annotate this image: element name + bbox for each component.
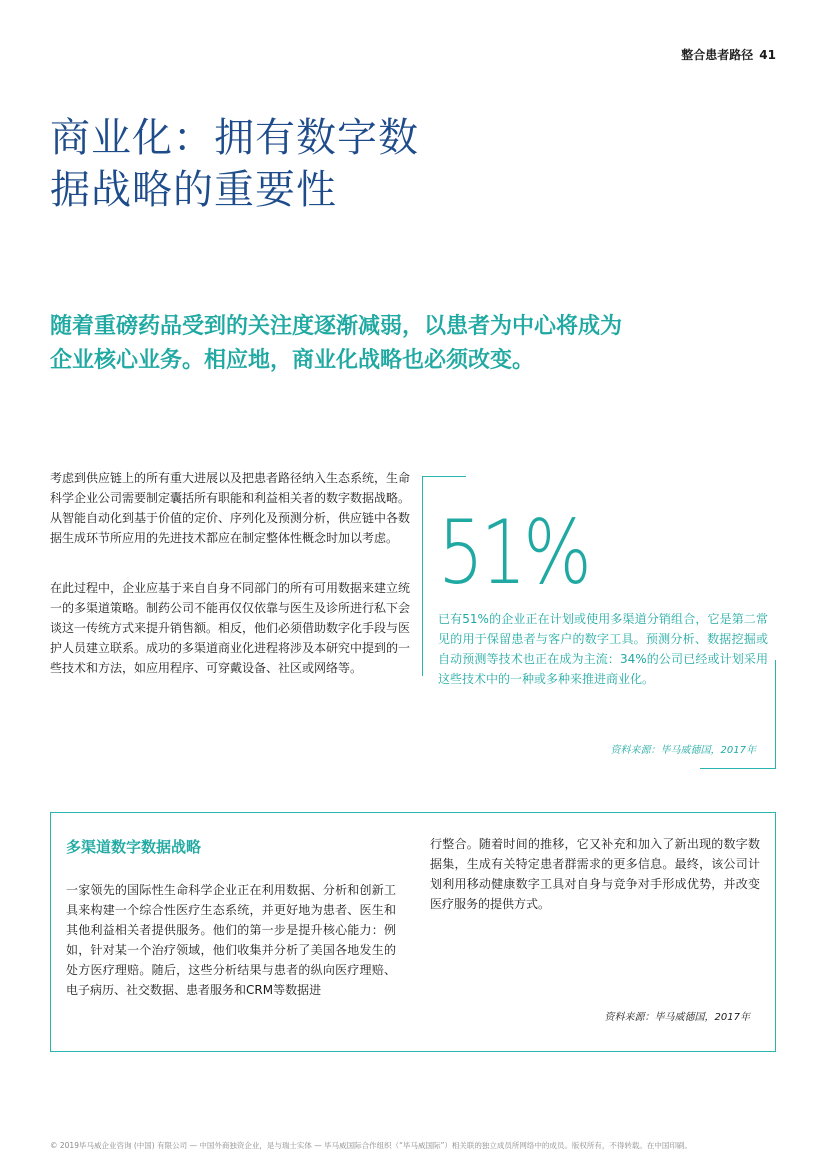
callout-frame-left: [422, 476, 423, 676]
callout-frame-bottom: [700, 768, 776, 769]
lead-line-1: 随着重磅药品受到的关注度逐渐减弱，以患者为中心将成为: [50, 314, 623, 339]
case-study-column-left: 一家领先的国际性生命科学企业正在利用数据、分析和创新工具来构建一个综合性医疗生态系统，并更好地为患者、医生和其他利益相关者提供服务。他们的第一步是提升核心能力：例如，针对某一个治疗领域，他们收集并分析了美国各地发生的处方医疗理赔。随后，这些分析结果与患者的纵向医疗理赔、电子病历、社交数据、患者服务和CRM等数据进: [66, 883, 396, 997]
body-paragraph-1: 考虑到供应链上的所有重大进展以及把患者路径纳入生态系统，生命科学企业公司需要制定囊括所有职能和利益相关者的数字数据战略。从智能自动化到基于价值的定价、序列化及预测分析，供应链中各数据生成环节所应用的先进技术都应在制定整体性概念时加以考虑。: [50, 471, 411, 545]
lead-line-2: 企业核心业务。相应地，商业化战略也必须改变。: [50, 348, 535, 373]
copyright-footer: © 2019毕马威企业咨询 (中国) 有限公司 — 中国外商独资企业，是与瑞士实体 — 毕马威国际合作组织（“毕马威国际”）相关联的独立成员所网络中的成员。版权所有，不得转载。在中国印刷。: [50, 1141, 692, 1150]
callout-frame-top: [422, 476, 466, 477]
page-title-line-2: 据战略的重要性: [50, 167, 337, 213]
body-paragraph-2: 在此过程中，企业应基于来自自身不同部门的所有可用数据来建立统一的多渠道策略。制药公司不能再仅仅依靠与医生及诊所进行私下会谈这一传统方式来提升销售额。相反，他们必须借助数字化手段与医护人员建立联系。成功的多渠道商业化进程将涉及本研究中提到的一些技术和方法，如应用程序、可穿戴设备、社区或网络等。: [50, 581, 411, 675]
running-header: [681, 46, 776, 63]
page-title-line-1: 商业化：拥有数字数: [50, 115, 419, 161]
stat-description: 已有51%的企业正在计划或使用多渠道分销组合，它是第二常见的用于保留患者与客户的数字工具。预测分析、数据挖掘或自动预测等技术也正在成为主流：34%的公司已经或计划采用这些技术中的一种或多种来推进商业化。: [438, 612, 768, 686]
page-title: [50, 112, 610, 216]
stat-value: 51%: [438, 501, 589, 604]
callout-frame-right: [775, 660, 776, 768]
case-study-column-right: 行整合。随着时间的推移，它又补充和加入了新出现的数字数据集，生成有关特定患者群需求的更多信息。最终，该公司计划利用移动健康数字工具对自身与竞争对手形成优势，并改变医疗服务的提供方式。: [430, 837, 760, 911]
running-title: 整合患者路径: [681, 48, 754, 62]
case-study-title: 多渠道数字数据战略: [66, 838, 202, 856]
page-number: 41: [759, 48, 776, 62]
lead-statement: [50, 310, 770, 378]
stat-source: 资料来源：毕马威德国，2017年: [610, 745, 756, 756]
case-study-source: 资料来源：毕马威德国，2017年: [604, 1012, 750, 1023]
